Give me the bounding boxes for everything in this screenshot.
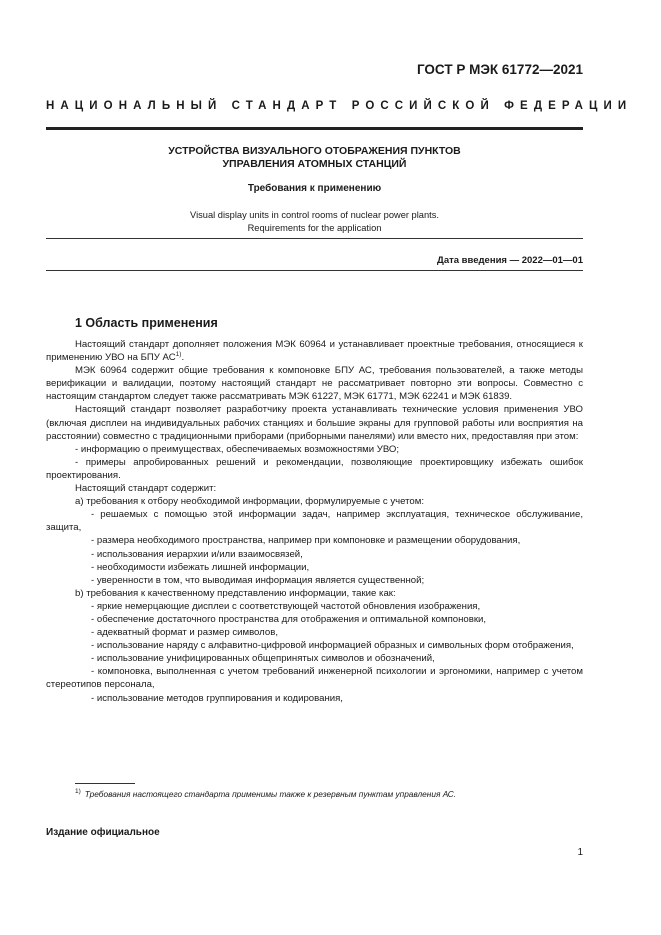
list-item: - адекватный формат и размер символов, [91,627,278,639]
list-item: - обеспечение достаточного пространства для отображения и оптимальной компоновки, [91,613,487,625]
title-line-2: УПРАВЛЕНИЯ АТОМНЫХ СТАНЦИЙ [222,158,407,170]
list-item: - размера необходимого пространства, например при компоновке и размещении оборудования, [91,535,521,547]
title-rule-bottom [46,270,583,271]
document-subtitle: Требования к применению [247,183,382,194]
list-item: - использование методов группирования и кодирования, [91,692,343,704]
footnote [75,789,456,799]
list-item: - использование наряду с алфавитно-цифровой информацией образных и символьных форм отображения, [91,640,574,652]
english-title-line-1: Visual display units in control rooms of nuclear power plants. [190,210,439,220]
english-title [46,209,583,235]
footnote-ref: 1) [175,350,182,358]
list-item: - использования иерархии и/или взаимосвязей, [91,548,303,560]
list-item: - необходимости избежать лишней информации, [91,561,310,573]
footnote-mark: 1) [75,788,81,796]
list-item: - информацию о преимуществах, обеспечиваемых возможностями УВО; [75,443,400,455]
list-item: b) требования к качественному представлению информации, такие как: [75,587,396,599]
header-rule [46,127,583,130]
footnote-rule [75,783,135,784]
list-item: - решаемых с помощью этой информации задач, например эксплуатация, техническое обслуживание, защита, [46,509,583,534]
section-heading: 1 Область применения [75,316,218,330]
paragraph: Настоящий стандарт содержит: [75,483,217,495]
list-item: - использование унифицированных общепринятых символов и обозначений, [91,653,435,665]
list-item: a) требования к отбору необходимой информации, формулируемые с учетом: [75,496,425,508]
list-item: - примеры апробированных решений и рекомендации, позволяющие проектировщику избежать ошибок проектирования. [46,456,583,481]
english-title-line-2: Requirements for the application [247,223,382,233]
page-number: 1 [577,847,583,858]
title-line-1: УСТРОЙСТВА ВИЗУАЛЬНОГО ОТОБРАЖЕНИЯ ПУНКТОВ [168,145,461,157]
paragraph: МЭК 60964 содержит общие требования к компоновке БПУ АС, требования пользователей, а также методы верификации и валидации, поэтому настоящий стандарт не рассматривает повторно эти вопросы. Совместно с настоящим стандартом следует также рассматривать МЭК 61227, МЭК 61771, МЭК 62241 и МЭК 61839. [46,365,583,403]
list-item: - яркие немерцающие дисплеи с соответствующей частотой обновления изображения, [91,600,481,612]
national-standard-heading: НАЦИОНАЛЬНЫЙ СТАНДАРТ РОССИЙСКОЙ ФЕДЕРАЦИИ [46,100,633,112]
paragraph: Настоящий стандарт позволяет разработчику проекта устанавливать технические условия применения УВО (включая дисплеи на индивидуальных рабочих станциях и большие экраны для групповой работы или восприятия на расстоянии) совместно с традиционными приборами (приборными панелями) или вместо них, предоставляя при этом: [46,404,583,442]
paragraph: Настоящий стандарт дополняет положения МЭК 60964 и устанавливает проектные требования, относящиеся к применению УВО на БПУ АС$^{1)}$. [46,339,583,364]
title-rule-top [46,238,583,239]
official-edition-label: Издание официальное [46,827,160,838]
document-code: ГОСТ Р МЭК 61772—2021 [416,62,583,77]
list-item: - компоновка, выполненная с учетом требований инженерной психологии и эргономики, например с учетом стереотипов персонала, [46,666,583,691]
section-body [46,338,583,705]
document-title [46,145,583,171]
introduction-date: Дата введения — 2022—01—01 [437,255,583,266]
footnote-text: Требования настоящего стандарта применимы также к резервным пунктам управления АС. [84,789,457,799]
list-item: - уверенности в том, что выводимая информация является существенной; [91,574,425,586]
